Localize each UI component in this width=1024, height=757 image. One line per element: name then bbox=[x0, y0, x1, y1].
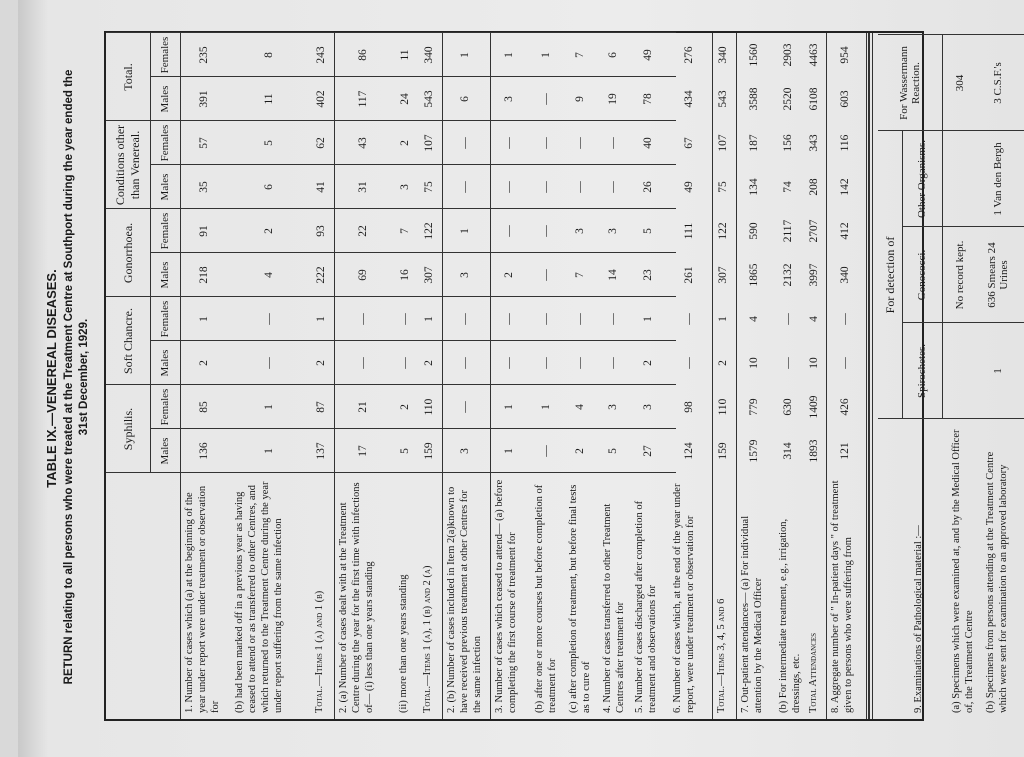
table-cell: 19 bbox=[607, 93, 619, 105]
table-cell: 187 bbox=[748, 134, 760, 152]
table-cell: 124 bbox=[683, 442, 695, 460]
table-cell: — bbox=[574, 357, 586, 369]
column-sub-header: Males bbox=[159, 261, 171, 289]
column-sub-header: Males bbox=[159, 173, 171, 201]
table-cell: 41 bbox=[315, 181, 327, 193]
row-rule bbox=[826, 33, 827, 719]
column-group-header: Gonorrhoea. bbox=[120, 222, 135, 284]
column-sub-header: Females bbox=[159, 300, 171, 338]
table-cell: 1865 bbox=[748, 263, 760, 287]
table-cell: 137 bbox=[315, 442, 327, 460]
table-cell: 218 bbox=[198, 266, 210, 284]
table-cell: 340 bbox=[839, 266, 851, 284]
table-cell: 8 bbox=[263, 52, 275, 58]
table-cell: 412 bbox=[839, 222, 851, 240]
column-rule bbox=[106, 472, 676, 473]
table-cell: 22 bbox=[357, 225, 369, 237]
table-cell: 21 bbox=[357, 401, 369, 413]
table-cell: — bbox=[459, 137, 471, 149]
table-cell: 134 bbox=[748, 178, 760, 196]
section-heading: 9. Examinations of Pathological material :— bbox=[913, 525, 924, 713]
table-end-rule bbox=[872, 33, 873, 719]
table-cell: 314 bbox=[782, 442, 794, 460]
table-cell: 2117 bbox=[782, 219, 794, 243]
table-cell: 69 bbox=[357, 269, 369, 281]
column-rule bbox=[150, 340, 676, 341]
table-cell: 3 bbox=[607, 404, 619, 410]
row-rule bbox=[334, 33, 335, 719]
table-cell: 31 bbox=[357, 181, 369, 193]
row-label: Total.—Items 1 (a) and 1 (b) bbox=[314, 590, 325, 713]
table-cell: 110 bbox=[423, 398, 435, 416]
table-cell: — bbox=[574, 137, 586, 149]
row-rule bbox=[712, 33, 713, 719]
table-cell: 343 bbox=[808, 134, 820, 152]
table-cell: 1 bbox=[503, 404, 515, 410]
table-cell: 3 bbox=[574, 228, 586, 234]
table-cell: 116 bbox=[839, 134, 851, 152]
table-cell: 2 bbox=[263, 228, 275, 234]
table-cell: — bbox=[503, 357, 515, 369]
table-cell: — bbox=[459, 313, 471, 325]
table-cell: 6 bbox=[459, 96, 471, 102]
table-cell: 4 bbox=[748, 316, 760, 322]
column-sub-header: Males bbox=[159, 437, 171, 465]
table-cell: — bbox=[683, 313, 695, 325]
row-label: (b) had been marked off in a previous year as having ceased to attend or as transferred to other Centres, and which returned to the Treatment Centre during the year under report suffering from the same infection bbox=[234, 481, 284, 713]
table-cell: 159 bbox=[717, 442, 729, 460]
table-cell: 4463 bbox=[808, 43, 820, 67]
table-cell: 11 bbox=[263, 93, 275, 105]
column-rule bbox=[106, 384, 676, 385]
table-cell: 2 bbox=[198, 360, 210, 366]
row-b-label: (b) Specimens from persons attending at the Treatment Centre which were sent for examination to an approved laboratory bbox=[985, 451, 1009, 713]
table-cell: 1579 bbox=[748, 439, 760, 463]
column-rule bbox=[106, 32, 676, 33]
pathology-column-header: Gonococci. bbox=[916, 249, 928, 301]
table-cell: 5 bbox=[607, 448, 619, 454]
column-rule bbox=[106, 120, 676, 121]
table-cell: 426 bbox=[839, 398, 851, 416]
table-cell: 2132 bbox=[782, 263, 794, 287]
table-cell: 2 bbox=[717, 360, 729, 366]
table-cell: 7 bbox=[574, 272, 586, 278]
table-cell: 1893 bbox=[808, 439, 820, 463]
table-cell: 543 bbox=[717, 90, 729, 108]
table-cell: 75 bbox=[717, 181, 729, 193]
table-cell: 91 bbox=[198, 225, 210, 237]
table-cell: 93 bbox=[315, 225, 327, 237]
table-cell: 222 bbox=[315, 266, 327, 284]
table-cell: 543 bbox=[423, 90, 435, 108]
table-cell: — bbox=[540, 181, 552, 193]
table-cell: — bbox=[540, 357, 552, 369]
table-cell: 1 bbox=[642, 316, 654, 322]
row-label: 2. (a) Number of cases dealt with at the Treatment Centre during the year for the first time with infections of— (i) less than one years standing bbox=[338, 482, 375, 713]
row-rule bbox=[490, 33, 491, 719]
row-label: 1. Number of cases which (a) at the beginning of the year under report were under treatment or observation for bbox=[184, 485, 221, 713]
column-group-header: Conditions other than Venereal. bbox=[113, 124, 142, 206]
row-label: (b) after one or more courses but before completion of treatment for bbox=[534, 484, 558, 713]
table-cell: 5 bbox=[263, 140, 275, 146]
table-cell: 3 bbox=[503, 96, 515, 102]
table-cell: 2 bbox=[423, 360, 435, 366]
table-cell: 434 bbox=[683, 90, 695, 108]
table-cell: — bbox=[503, 181, 515, 193]
table-cell: 23 bbox=[642, 269, 654, 281]
row-label: 2. (b) Number of cases included in Item 2(a)known to have received previous treatment at other Centres for the same infection bbox=[446, 486, 483, 713]
table-cell: — bbox=[574, 313, 586, 325]
table-cell: 156 bbox=[782, 134, 794, 152]
table-cell: 159 bbox=[423, 442, 435, 460]
column-sub-header: Females bbox=[159, 124, 171, 162]
table-cell: 3 bbox=[459, 448, 471, 454]
table-cell: 235 bbox=[198, 46, 210, 64]
table-cell: 2 bbox=[574, 448, 586, 454]
table-cell: 57 bbox=[198, 137, 210, 149]
table-cell: 85 bbox=[198, 401, 210, 413]
row-label: 5. Number of cases discharged after completion of treatment and observations for bbox=[634, 500, 658, 713]
table-cell: 75 bbox=[423, 181, 435, 193]
table-cell: 3 bbox=[642, 404, 654, 410]
table-cell: 2 bbox=[399, 140, 411, 146]
row-label: 4. Number of cases transferred to other Treatment Centres after treatment for bbox=[602, 503, 626, 713]
table-cell: 2 bbox=[399, 404, 411, 410]
column-sub-header: Males bbox=[159, 349, 171, 377]
row-label: 7. Out-patient attendances— (a) For individual attention by the Medical Officer bbox=[740, 515, 764, 713]
table-cell: 78 bbox=[642, 93, 654, 105]
table-cell: 110 bbox=[717, 398, 729, 416]
table-cell: 122 bbox=[423, 222, 435, 240]
row-label: 6. Number of cases which, at the end of the year under report, were under treatment or observation for bbox=[672, 483, 696, 713]
table-cell: 111 bbox=[683, 222, 695, 240]
column-rule bbox=[106, 296, 676, 297]
row-label: (ii) more than one years standing bbox=[398, 574, 409, 713]
row-b-cell: 1 bbox=[992, 368, 1004, 374]
table-cell: 2520 bbox=[782, 87, 794, 111]
table-cell: 1 bbox=[263, 448, 275, 454]
table-cell: 1 bbox=[198, 316, 210, 322]
table-cell: 4 bbox=[263, 272, 275, 278]
column-sub-header: Females bbox=[159, 388, 171, 426]
pathology-column-header: Other Organisms. bbox=[916, 140, 928, 219]
table-cell: 117 bbox=[357, 90, 369, 108]
table-cell: — bbox=[459, 181, 471, 193]
table-cell: 26 bbox=[642, 181, 654, 193]
table-cell: 62 bbox=[315, 137, 327, 149]
table-cell: 3588 bbox=[748, 87, 760, 111]
column-rule bbox=[106, 208, 676, 209]
table-end-rule bbox=[868, 33, 870, 719]
column-sub-header: Females bbox=[159, 36, 171, 74]
column-group-header: Total. bbox=[120, 63, 135, 91]
table-cell: — bbox=[839, 313, 851, 325]
row-label: Total.—Items 1 (a), 1 (b) and 2 (a) bbox=[422, 565, 433, 713]
column-rule bbox=[150, 164, 676, 165]
row-label: 8. Aggregate number of " In-patient days " of treatment given to persons who were suffering from bbox=[830, 480, 854, 713]
table-cell: — bbox=[782, 313, 794, 325]
table-cell: 3997 bbox=[808, 263, 820, 287]
table-cell: 17 bbox=[357, 445, 369, 457]
table-cell: — bbox=[459, 401, 471, 413]
table-cell: 590 bbox=[748, 222, 760, 240]
table-cell: — bbox=[540, 93, 552, 105]
table-cell: 6108 bbox=[808, 87, 820, 111]
row-label: Total.—Items 3, 4, 5 and 6 bbox=[716, 598, 727, 713]
table-cell: — bbox=[782, 357, 794, 369]
table-cell: 7 bbox=[399, 228, 411, 234]
wassermann-a: 304 bbox=[954, 74, 966, 92]
table-cell: 1560 bbox=[748, 43, 760, 67]
table-cell: 86 bbox=[357, 49, 369, 61]
table-cell: 603 bbox=[839, 90, 851, 108]
table-cell: 142 bbox=[839, 178, 851, 196]
row-b-cell: 636 Smears 24 Urines bbox=[986, 242, 1010, 308]
table-cell: — bbox=[607, 357, 619, 369]
table-cell: 954 bbox=[839, 46, 851, 64]
pathology-column-header: Spirochetes. bbox=[916, 343, 928, 399]
row-label: (b) For intermediate treatment, e.g., irrigation, dressings, etc. bbox=[778, 518, 802, 713]
row-rule bbox=[866, 33, 867, 719]
table-cell: 1 bbox=[540, 404, 552, 410]
column-group-header: Soft Chancre. bbox=[120, 308, 135, 374]
table-cell: — bbox=[607, 181, 619, 193]
row-b-cell: 3 C.S.F.'s bbox=[992, 62, 1004, 104]
table-cell: — bbox=[503, 313, 515, 325]
table-cell: 35 bbox=[198, 181, 210, 193]
row-rule bbox=[736, 33, 737, 719]
table-cell: 16 bbox=[399, 269, 411, 281]
table-cell: 6 bbox=[607, 52, 619, 58]
no-record-text: No record kept. bbox=[954, 240, 966, 310]
header-rule bbox=[180, 33, 181, 719]
table-cell: — bbox=[540, 225, 552, 237]
column-group-header: Syphilis. bbox=[120, 407, 135, 451]
table-cell: 4 bbox=[808, 316, 820, 322]
table-cell: 779 bbox=[748, 398, 760, 416]
table-cell: 307 bbox=[717, 266, 729, 284]
table-cell: 121 bbox=[839, 442, 851, 460]
table-cell: 5 bbox=[399, 448, 411, 454]
table-cell: 261 bbox=[683, 266, 695, 284]
table-cell: 1 bbox=[315, 316, 327, 322]
table-cell: 43 bbox=[357, 137, 369, 149]
table-cell: 107 bbox=[717, 134, 729, 152]
table-cell: 67 bbox=[683, 137, 695, 149]
table-cell: 1 bbox=[459, 52, 471, 58]
table-cell: — bbox=[263, 357, 275, 369]
table-cell: 2903 bbox=[782, 43, 794, 67]
table-cell: 243 bbox=[315, 46, 327, 64]
table-cell: 9 bbox=[574, 96, 586, 102]
pathology-column-header: For Wassermann Reaction. bbox=[898, 46, 922, 120]
table-cell: 5 bbox=[642, 228, 654, 234]
table-cell: 14 bbox=[607, 269, 619, 281]
table-cell: 40 bbox=[642, 137, 654, 149]
row-label: Total Attendances bbox=[808, 632, 819, 713]
table-cell: 2 bbox=[315, 360, 327, 366]
table-cell: 10 bbox=[748, 357, 760, 369]
table-cell: — bbox=[357, 313, 369, 325]
table-title: TABLE IX.—VENEREAL DISEASES. bbox=[44, 269, 59, 488]
header-rule bbox=[150, 33, 151, 473]
table-subtitle: RETURN relating to all persons who were treated at the Treatment Centre at Southport during the year ended the 31st December, 1929. bbox=[63, 69, 90, 685]
table-cell: 87 bbox=[315, 401, 327, 413]
table-cell: 107 bbox=[423, 134, 435, 152]
table-cell: 3 bbox=[399, 184, 411, 190]
table-cell: 340 bbox=[717, 46, 729, 64]
table-cell: 1 bbox=[540, 52, 552, 58]
table-cell: — bbox=[540, 313, 552, 325]
table-cell: 1 bbox=[459, 228, 471, 234]
table-cell: 6 bbox=[263, 184, 275, 190]
table-cell: 1 bbox=[503, 448, 515, 454]
table-cell: 11 bbox=[399, 49, 411, 61]
table-cell: — bbox=[683, 357, 695, 369]
table-cell: — bbox=[399, 357, 411, 369]
table-cell: 4 bbox=[574, 404, 586, 410]
table-cell: 3 bbox=[607, 228, 619, 234]
table-cell: — bbox=[839, 357, 851, 369]
table-cell: 2707 bbox=[808, 219, 820, 243]
column-sub-header: Males bbox=[159, 85, 171, 113]
table-cell: — bbox=[503, 137, 515, 149]
column-rule bbox=[150, 76, 676, 77]
table-cell: 10 bbox=[808, 357, 820, 369]
table-cell: — bbox=[540, 269, 552, 281]
data-table bbox=[104, 31, 1010, 721]
table-cell: — bbox=[357, 357, 369, 369]
table-cell: 2 bbox=[503, 272, 515, 278]
table-cell: 27 bbox=[642, 445, 654, 457]
table-cell: 1 bbox=[717, 316, 729, 322]
column-rule bbox=[150, 428, 676, 429]
table-cell: 2 bbox=[642, 360, 654, 366]
row-b-cell: 1 Van den Bergh bbox=[992, 142, 1004, 216]
table-cell: 307 bbox=[423, 266, 435, 284]
table-cell: 1 bbox=[263, 404, 275, 410]
row-rule bbox=[442, 33, 443, 719]
table-cell: 1409 bbox=[808, 395, 820, 419]
table-cell: 74 bbox=[782, 181, 794, 193]
column-rule bbox=[150, 252, 676, 253]
table-cell: 276 bbox=[683, 46, 695, 64]
table-cell: — bbox=[263, 313, 275, 325]
table-cell: 1 bbox=[423, 316, 435, 322]
table-cell: — bbox=[540, 445, 552, 457]
table-cell: 391 bbox=[198, 90, 210, 108]
table-cell: 340 bbox=[423, 46, 435, 64]
table-cell: — bbox=[503, 225, 515, 237]
table-cell: 3 bbox=[459, 272, 471, 278]
detection-heading: For detection of bbox=[882, 236, 897, 314]
table-cell: 98 bbox=[683, 401, 695, 413]
table-cell: 49 bbox=[683, 181, 695, 193]
table-cell: 49 bbox=[642, 49, 654, 61]
table-cell: 136 bbox=[198, 442, 210, 460]
table-cell: — bbox=[399, 313, 411, 325]
column-sub-header: Females bbox=[159, 212, 171, 250]
table-cell: 208 bbox=[808, 178, 820, 196]
table-cell: — bbox=[540, 137, 552, 149]
table-cell: 7 bbox=[574, 52, 586, 58]
table-cell: — bbox=[607, 313, 619, 325]
table-cell: 122 bbox=[717, 222, 729, 240]
row-a-label: (a) Specimens which were examined at, and by the Medical Officer of, the Treatment Centre bbox=[951, 429, 975, 713]
row-label: (c) after completion of treatment, but before final tests as to cure of bbox=[568, 484, 592, 713]
pathology-rule bbox=[942, 35, 943, 419]
table-cell: 402 bbox=[315, 90, 327, 108]
rotated-page bbox=[18, 0, 1024, 757]
table-cell: — bbox=[459, 357, 471, 369]
table-cell: 24 bbox=[399, 93, 411, 105]
row-label: 3. Number of cases which ceased to attend— (a) before completing the first course of treatment for bbox=[494, 479, 518, 713]
table-cell: — bbox=[607, 137, 619, 149]
table-cell: — bbox=[574, 181, 586, 193]
table-cell: 1 bbox=[503, 52, 515, 58]
table-cell: 630 bbox=[782, 398, 794, 416]
